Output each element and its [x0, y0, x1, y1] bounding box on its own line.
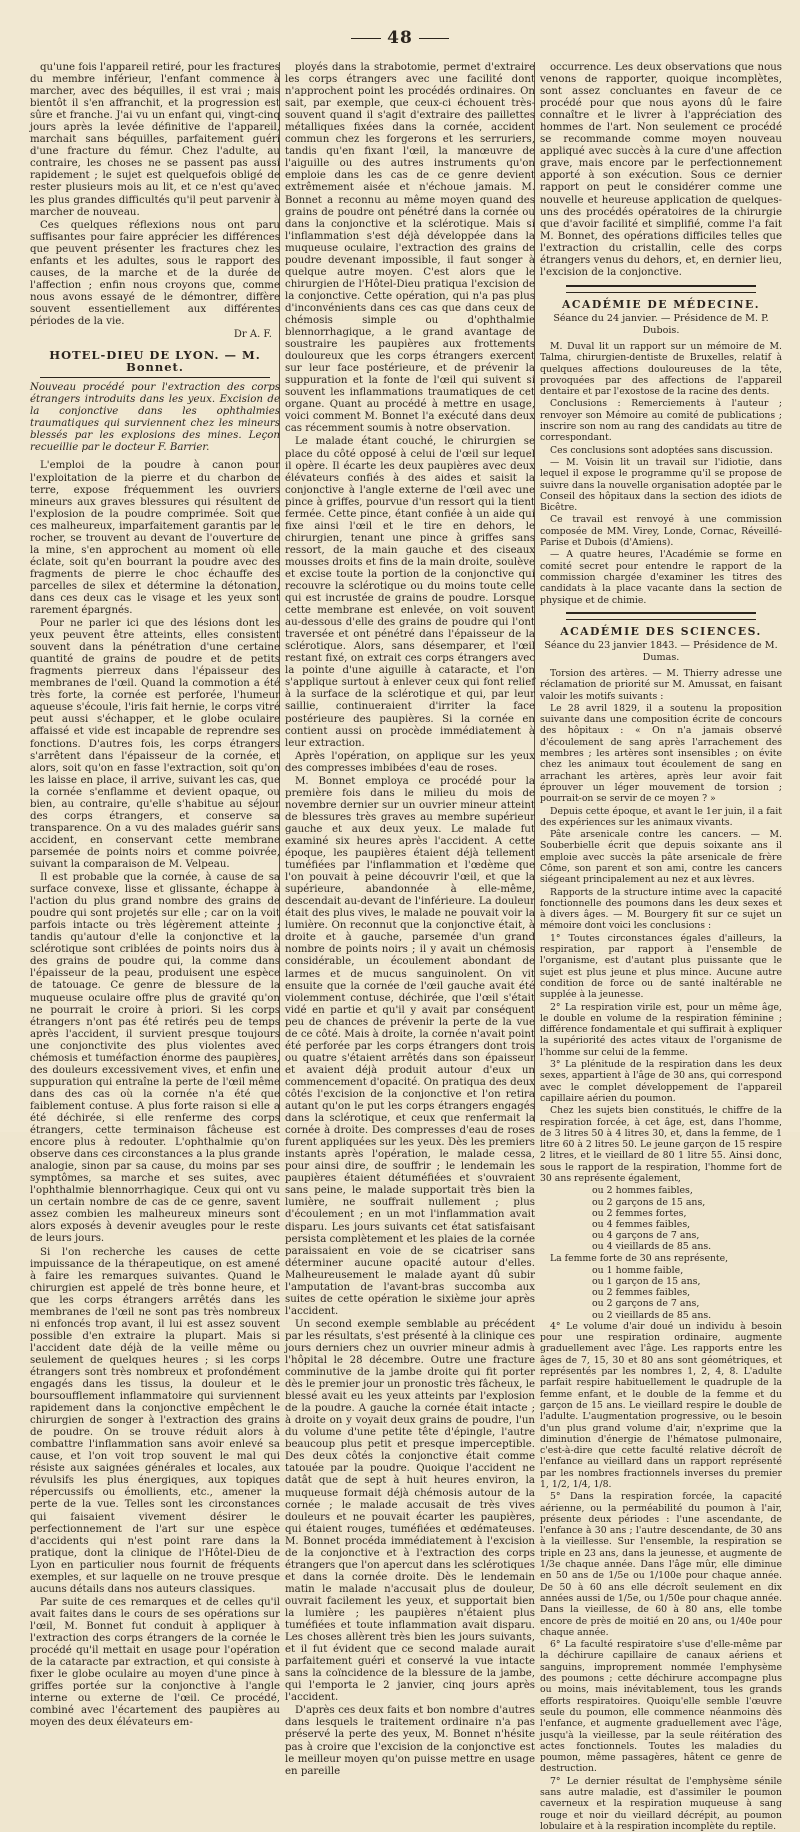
paragraph: — M. Voisin lit un travail sur l'idiotie, dans lequel il expose le programme qu'il se propose de suivre dans la nouvelle organisation adoptée par le Conseil des hôpitaux dans la section des idiots de Bicêtre.	[540, 456, 782, 514]
list-item: ou 2 hommes faibles,	[592, 1185, 693, 1197]
paragraph: 5° Dans la respiration forcée, la capacité aérienne, ou la perméabilité du poumon à l'air, présente deux périodes : l'une ascendante, de l'enfance à 30 ans ; l'autre descendante, de 30 ans à la vieillesse. Sur l'ensemble, la respiration se triple en 23 ans, dans la jeunesse, et augmente de 1/3e chaque année. Dans l'âge mûr, elle diminue en 50 ans de 1/5e ou 1/100e pour chaque année. De 50 à 60 ans elle décroît seulement en dix années aussi de 1/5e, ou 1/50e pour chaque année. Dans la vieillesse, de 60 à 80 ans, elle tombe encore de près de moitié en 20 ans, ou 1/40e pour chaque année.	[540, 1491, 782, 1638]
paragraph: Pour ne parler ici que des lésions dont les yeux peuvent être atteints, elles consistent souvent dans la pénétration d'une certaine quantité de grains de poudre et de petits fragments pierreux dans l'épaisseur des membranes de l'œil. Quand la commotion a été très forte, la cornée est perforée, l'humeur aqueuse s'écoule, l'iris fait hernie, le corps vitré peut aussi s'échapper, et le globe oculaire affaissé et vide est incapable de reprendre ses fonctions. D'autres fois, les corps étrangers s'arrêtent dans l'épaisseur de la cornée, et alors, soit qu'on en fasse l'extraction, soit qu'on les laisse en place, il arrive, suivant les cas, que la cornée s'enflamme et devient opaque, ou bien, au contraire, qu'elle s'habitue au séjour des corps étrangers, et conserve sa transparence. On a vu des malades guérir sans accident, en conservant cette membrane parsemée de points noirs et comme poivrée, suivant la comparaison de M. Velpeau.	[30, 618, 280, 870]
heading-rule	[40, 377, 270, 378]
academy-sciences-heading: ACADÉMIE DES SCIENCES.	[560, 624, 762, 638]
section-heading-text: HOTEL-DIEU DE LYON. — M. Bonnet.	[49, 348, 261, 375]
paragraph: Un second exemple semblable au précédent par les résultats, s'est présenté à la clinique ces jours derniers chez un ouvrier mineur admis à l'hôpital le 28 décembre. Outre une fracture comminutive de la jambe droite qui fit porter dès le premier jour un pronostic très fâcheux, le blessé avait eu les yeux atteints par l'explosion de la poudre. A gauche la cornée était intacte ; à droite on y voyait deux grains de poudre, l'un du volume d'une petite tête d'épingle, l'autre beaucoup plus petit et presque imperceptible. Des deux côtés la conjonctive était comme tatouée par la poudre. Quoique l'accident ne datât que de sept à huit heures environ, la muqueuse formait déjà chémosis autour de la cornée ; le malade accusait de très vives douleurs et ne pouvait écarter les paupières, qui étaient rouges, tuméfiées et œdémateuses. M. Bonnet procéda immédiatement à l'excision de la conjonctive et à l'extraction des corps étrangers que l'on apercut dans les sclérotiques et dans la cornée droite. Dès le lendemain matin le malade n'accusait plus de douleur, ouvrait facilement les yeux, et supportait bien la lumière ; les paupières n'étaient plus tuméfiées et toute inflammation avait disparu. Les choses allèrent très bien les jours suivants, et il fut évident que ce second malade aurait parfaitement guéri et conservé la vue intacte sans la coïncidence de la blessure de la jambe, qui l'emporta le 2 janvier, cinq jours après l'accident.	[285, 1318, 535, 1704]
section-separator	[566, 285, 756, 293]
section-heading	[30, 349, 280, 378]
article-subtitle: Nouveau procédé pour l'extraction des corps étrangers introduits dans les yeux. Excision de la conjonctive dans les ophthalmies traumatiques qui surviennent chez les mineurs blessés par les explosions des mines. Leçon recueillie par le docteur F. Barrier.	[30, 382, 280, 454]
paragraph: — A quatre heures, l'Académie se forme en comité secret pour entendre le rapport de la commission chargée d'examiner les titres des candidats à la place vacante dans la section de physique et de chimie.	[540, 549, 782, 606]
paragraph: Conclusions : Remerciements à l'auteur ; renvoyer son Mémoire au comité de publications ; inscrire son nom au rang des candidats au titre de correspondant.	[540, 398, 782, 444]
paragraph: L'emploi de la poudre à canon pour l'exploitation de la pierre et du charbon de terre, expose fréquemment les ouvriers mineurs aux graves blessures qui résultent de l'explosion de la poudre comprimée. Soit que ces malheureux, imparfaitement garantis par le rocher, se trouvent au devant de l'ouverture de la mine, s'en approchent au moment où elle éclate, soit qu'en bourrant la poudre avec des fragments de pierre le choc échauffe des parcelles de silex et détermine la détonation, dans ces deux cas le visage et les yeux sont rarement épargnés.	[30, 460, 280, 617]
paragraph: ployés dans la strabotomie, permet d'extraire les corps étrangers avec une facilité dont n'approchent point les procédés ordinaires. On sait, par exemple, que ceux-ci échouent très-souvent quand il s'agit d'extraire des paillettes métalliques fixées dans la cornée, accident commun chez les forgerons et les serruriers, tandis qu'en fixant l'œil, la manœuvre de l'aiguille ou des autres instruments qu'on emploie dans les cas de ce genre devient extrêmement aisée et n'échoue jamais. M. Bonnet a reconnu au même moyen quand des grains de poudre ont pénétré dans la cornée ou dans la conjonctive et la sclérotique. Mais si l'inflammation s'est déjà développée dans la muqueuse oculaire, l'extraction des grains de poudre devenant impossible, il faut songer à quelque autre moyen. C'est alors que le chirurgien de l'Hôtel-Dieu pratiqua l'excision de la conjonctive. Cette opération, qui n'a pas plus d'inconvénients dans ces cas que dans ceux de chémosis simple ou d'ophthalmie blennorrhagique, a le grand avantage de soustraire les paupières aux frottements douloureux que les corps étrangers exercent sur leur face postérieure, et de prévenir la suppuration et la fonte de l'œil qui suivent si souvent les inflammations traumatiques de cet organe. Quant au procédé à mettre en usage, voici comment M. Bonnet l'a exécuté dans deux cas récemment soumis à notre observation.	[285, 62, 535, 435]
paragraph: Le 28 avril 1829, il a soutenu la proposition suivante dans une composition écrite de concours des hôpitaux : « On n'a jamais observé d'écoulement de sang après l'arrachement des membres ; les artères sont insensibles ; on évite chez les animaux tout écoulement de sang en arrachant les artères, après leur avoir fait éprouver un léger mouvement de torsion ; pourrait-on se servir de ce moyen ? »	[540, 702, 782, 805]
paragraph: Si l'on recherche les causes de cette impuissance de la thérapeutique, on est amené à faire les remarques suivantes. Quand le chirurgien est appelé de très bonne heure, et que les corps étrangers arrêtés dans les membranes de l'œil ne sont pas très nombreux ni enfoncés trop avant, il lui est assez souvent possible d'en extraire la plupart. Mais si l'accident date déjà de la veille même ou seulement de quelques heures ; si les corps étrangers sont très nombreux et profondément engagés dans les tissus, la douleur et le boursoufflement inflammatoire qui surviennent rapidement dans la conjonctive empêchent le chirurgien de songer à l'extraction des grains de poudre. On se trouve réduit alors à combattre l'inflammation sans avoir enlevé sa cause, et l'on voit trop souvent le mal qui résiste aux saignées générales et locales, aux révulsifs les plus énergiques, aux topiques répercussifs ou émollients, etc., amener la perte de la vue. Telles sont les circonstances qui faisaient vivement désirer le perfectionnement de l'art sur une espèce d'accidents qui n'est point rare dans la pratique, dont la clinique de l'Hôtel-Dieu de Lyon en particulier nous fournit de fréquents exemples, et sur laquelle on ne trouve presque aucuns détails dans nos auteurs classiques.	[30, 1246, 280, 1595]
paragraph: M. Bonnet employa ce procédé pour la première fois dans le milieu du mois de novembre dernier sur un ouvrier mineur atteint de blessures très graves au membre supérieur gauche et aux deux yeux. Le malade fut examiné six heures après l'accident. A cette époque, les paupières étaient déjà tellement tuméfiées par l'inflammation et l'œdème que l'on pouvait à peine découvrir l'œil, et que la supérieure, abandonnée à elle-même, descendait au-devant de l'inférieure. La douleur était des plus vives, le malade ne pouvait voir la lumière. On reconnut que la conjonctive était, à droite et à gauche, parsemée d'un grand nombre de points noirs ; il y avait un chémosis considérable, un écoulement abondant de larmes et de mucus sanguinolent. On vit ensuite que la cornée de l'œil gauche avait été violemment contuse, déchirée, que l'œil s'était vidé en partie et qu'il y avait par conséquent peu de chances de prévenir la perte de la vue de ce côté. Mais à droite, la cornée n'avait point été perforée par les corps étrangers dont trois ou quatre s'étaient arrêtés dans son épaisseur et avaient déjà produit autour d'eux un commencement d'opacité. On pratiqua des deux côtés l'excision de la conjonctive et l'on retira autant qu'on le put les corps étrangers engagés dans la sclérotique, et ceux que renfermait la cornée à droite. Des compresses d'eau de roses furent appliquées sur les yeux. Dès les premiers instants après l'opération, le malade cessa, pour ainsi dire, de souffrir ; le lendemain les paupières étaient détuméfiées et s'ouvraient sans peine, le malade supportait très bien la lumière, ne souffrait nullement ; plus d'écoulement ; en un mot l'inflammation avait disparu. Les jours suivants cet état satisfaisant persista complètement et les plaies de la cornée paraissaient en voie de se cicatriser sans déterminer aucune opacité autour d'elles. Malheureusement le malade ayant dû subir l'amputation de l'avant-bras succomba aux suites de cette opération le sixième jour après l'accident.	[285, 775, 535, 1317]
list-item: ou 2 vieillards de 85 ans.	[592, 1309, 712, 1321]
paragraph: Rapports de la structure intime avec la capacité fonctionnelle des poumons dans les deux sexes et à divers âges. — M. Bourgery fit sur ce sujet un mémoire dont voici les conclusions :	[540, 886, 782, 932]
paragraph: Torsion des artères. — M. Thierry adresse une réclamation de priorité sur M. Amussat, en faisant valoir les motifs suivants :	[540, 667, 782, 702]
paragraph: Pâte arsenicale contre les cancers. — M. Souberbielle écrit que depuis soixante ans il emploie avec succès la pâte arsenicale de frère Côme, son parent et son ami, contre les cancers siégeant principalement au nez et aux lèvres.	[540, 829, 782, 886]
paragraph: La femme forte de 30 ans représente,	[550, 1252, 729, 1264]
list-item: ou 2 garçons de 15 ans,	[592, 1196, 706, 1208]
column-middle	[285, 62, 535, 1777]
paragraph: Il est probable que la cornée, à cause de sa surface convexe, lisse et glissante, échappe à l'action du plus grand nombre des grains de poudre qui sont projetés sur elle ; car on la voit parfois intacte ou très légèrement atteinte ; tandis qu'autour d'elle la conjonctive et la sclérotique sont criblées de points noirs dus à des grains de poudre qui, la comme dans l'épaisseur de la peau, produisent une espèce de tatouage. Ce genre de blessure de la muqueuse oculaire offre plus de gravité qu'on ne pourrait le croire à priori. Si les corps étrangers n'ont pas été retirés peu de temps après l'accident, il survient presque toujours une conjonctivite des plus violentes avec chémosis et tuméfaction énorme des paupières, des douleurs excessivement vives, et enfin une suppuration qui entraîne la perte de l'œil même dans des cas où la cornée n'a été que faiblement contuse. A plus forte raison si elle a été déchirée, si elle renferme des corps étrangers, cette terminaison fâcheuse est encore plus à redouter. L'ophthalmie qu'on observe dans ces circonstances a la plus grande analogie, sinon par sa cause, du moins par ses symptômes, sa marche et ses suites, avec l'ophthalmie blennorrhagique. Ceux qui ont vu un certain nombre de cas de ce genre, savent assez combien les malheureux mineurs sont alors exposés à devenir aveugles pour le reste de leurs jours.	[30, 872, 280, 1245]
paragraph: Ces quelques réflexions nous ont paru suffisantes pour faire apprécier les différences que peuvent présenter les fractures chez les enfants et les adultes, sous le rapport des causes, de la marche et de la durée de l'affection ; enfin nous croyons que, comme nous avons essayé de le démontrer, diffère souvent essentiellement aux différentes périodes de la vie.	[30, 219, 280, 327]
paragraph: occurrence. Les deux observations que nous venons de rapporter, quoique incomplètes, sont assez concluantes en faveur de ce procédé pour que nous ayons dû le faire connaître et le livrer à l'appréciation des hommes de l'art. Non seulement ce procédé se recommande comme moyen nouveau appliqué avec succès à la cure d'une affection grave, mais encore par le perfectionnement apporté à son exécution. Sous ce dernier rapport on peut le considérer comme une nouvelle et heureuse application de quelques-uns des procédés opératoires de la chirurgie que d'avoir facilité et simplifié, comme l'a fait M. Bonnet, des opérations difficiles telles que l'extraction du cristallin, celle des corps étrangers venus du dehors, et, en dernier lieu, l'excision de la conjonctive.	[540, 62, 782, 278]
column-left	[30, 62, 280, 1729]
column-right	[540, 62, 782, 1832]
paragraph: qu'une fois l'appareil retiré, pour les fractures du membre inférieur, l'enfant commence à marcher, avec des béquilles, il est vrai ; mais bientôt il s'en affranchit, et la progression est sûre et franche. J'ai vu un enfant qui, vingt-cinq jours après la levée définitive de l'appareil, marchait sans béquilles, parfaitement guéri d'une fracture du fémur. Chez l'adulte, au contraire, les choses ne se passent pas aussi rapidement ; le sujet est quelquefois obligé de rester plusieurs mois au lit, et ce n'est qu'avec les plus grandes difficultés qu'il peut parvenir à marcher de nouveau.	[30, 62, 280, 218]
list-item: ou 1 homme faible,	[592, 1264, 684, 1276]
list-item: ou 2 femmes fortes,	[592, 1207, 687, 1219]
list-item: ou 2 femmes faibles,	[592, 1287, 691, 1299]
paragraph: Par suite de ces remarques et de celles qu'il avait faites dans le cours de ses opérations sur l'œil, M. Bonnet fut conduit à appliquer à l'extraction des corps étrangers de la cornée le procédé qu'il mettait en usage pour l'opération de la cataracte par extraction, et qui consiste à fixer le globe oculaire au moyen d'une pince à griffes portée sur la conjonctive à l'angle interne ou externe de l'œil. Ce procédé, combiné avec l'écartement des paupières au moyen des deux élévateurs em-	[30, 1596, 280, 1729]
paragraph: D'après ces deux faits et bon nombre d'autres dans lesquels le traitement ordinaire n'a pas préservé la perte des yeux, M. Bonnet n'hésite pas à croire que l'excision de la conjonctive est le meilleur moyen qu'on puisse mettre en usage en pareille	[285, 1705, 535, 1777]
respiration-list-women	[592, 1265, 782, 1321]
list-item: ou 1 garçon de 15 ans,	[592, 1276, 701, 1288]
page-number: 48	[0, 28, 800, 48]
paragraph: Le malade étant couché, le chirurgien se place du côté opposé à celui de l'œil sur lequel il opère. Il écarte les deux paupières avec deux élévateurs confiés à des aides et saisit la conjonctive à l'angle externe de l'œil avec une pince à griffes, pourvue d'un ressort qui la tient fermée. Cette pince, étant confiée à un aide qui fixe ainsi l'œil et le tire en dehors, le chirurgien, tenant une pince à griffes sans ressort, de la main gauche et des ciseaux mousses droits et fins de la main droite, soulève et excise toute la portion de la conjonctive qui recouvre la sclérotique ou du moins toute celle qui est incrustée de grains de poudre. Lorsque cette membrane est enlevée, on voit souvent au-dessous d'elle des grains de poudre qui l'ont traversée et ont pénétré dans l'épaisseur de la sclérotique. Alors, sans désemparer, et l'œil restant fixé, on extrait ces corps étrangers avec la pointe d'une aiguille à cataracte, et l'on s'applique surtout à enlever ceux qui font relief à la surface de la sclérotique et qui, par leur saillie, continueraient d'irriter la face postérieure des paupières. Si la cornée en contient aussi on procède immédiatement à leur extraction.	[285, 436, 535, 749]
seance-line: Séance du 24 janvier. — Présidence de M. P. Dubois.	[553, 312, 769, 336]
author-signature: Dr A. F.	[233, 329, 272, 341]
list-item: ou 2 garçons de 7 ans,	[592, 1298, 700, 1310]
section-separator	[566, 612, 756, 620]
list-item: ou 4 femmes faibles,	[592, 1218, 691, 1230]
academy-medecine-heading: ACADÉMIE DE MÉDECINE.	[561, 297, 761, 311]
paragraph: 6° La faculté respiratoire s'use d'elle-même par la déchirure capillaire de canaux aériens et sanguins, improprement nommée l'emphysème des poumons ; cette déchirure accompagne plus ou moins, mais inévitablement, tous les grands efforts respiratoires. Quoiqu'elle semble l'œuvre seule du poumon, elle commence néanmoins dès l'enfance, et augmente graduellement avec l'âge, jusqu'à la vieillesse, par la seule réitération des actes fonctionnels. Toutes les maladies du poumon, même passagères, hâtent ce genre de destruction.	[540, 1639, 782, 1775]
paragraph: 2° La respiration virile est, pour un même âge, le double en volume de la respiration féminine ; différence fondamentale et qui suffirait à expliquer la supériorité des actes vitaux de l'organisme de l'homme sur celui de la femme.	[540, 1001, 782, 1058]
seance-line: Séance du 23 janvier 1843. — Présidence de M. Dumas.	[544, 639, 778, 663]
paragraph: 3° La plénitude de la respiration dans les deux sexes, appartient à l'âge de 30 ans, qui correspond avec le complet développement de l'appareil capillaire aérien du poumon.	[540, 1059, 782, 1104]
paragraph: Depuis cette époque, et avant le 1er juin, il a fait des expériences sur les animaux vivants.	[540, 805, 782, 828]
respiration-list-men	[592, 1185, 782, 1252]
paragraph: Ces conclusions sont adoptées sans discussion.	[550, 444, 773, 456]
paragraph: Après l'opération, on applique sur les yeux des compresses imbibées d'eau de roses.	[285, 750, 535, 774]
paragraph: 4° Le volume d'air doué un individu à besoin pour une respiration ordinaire, augmente graduellement avec l'âge. Les rapports entre les âges de 7, 15, 30 et 80 ans sont géométriques, et représentés par les nombres 1, 2, 4, 8. L'adulte parfait respire habituellement le quadruple de la femme enfant, et le double de la femme et du garçon de 15 ans. Le vieillard respire le double de l'adulte. L'augmentation progressive, ou le besoin d'un plus grand volume d'air, n'exprime que la diminution d'énergie de l'hématose pulmonaire, c'est-à-dire que cette faculté relative décroît de l'enfance au vieillard dans un rapport représenté par les nombres fractionnels inverses du premier 1, 1/2, 1/4, 1/8.	[540, 1320, 782, 1490]
paragraph: M. Duval lit un rapport sur un mémoire de M. Talma, chirurgien-dentiste de Bruxelles, relatif à quelques affections douloureuses de la tête, provoquées par des affections de l'appareil dentaire et par l'exostose de la racine des dents.	[540, 340, 782, 398]
list-item: ou 4 garçons de 7 ans,	[592, 1230, 700, 1242]
paragraph: Chez les sujets bien constitués, le chiffre de la respiration forcée, à cet âge, est, dans l'homme, de 3 litres 50 à 4 litres 30, et, dans la femme, de 1 litre 60 à 2 litres 50. Le jeune garçon de 15 respire 2 litres, et le vieillard de 80 1 litre 55. Ainsi donc, sous le rapport de la respiration, l'homme fort de 30 ans représente également,	[540, 1105, 782, 1185]
paragraph: 7° Le dernier résultat de l'emphysème sénile sans autre maladie, est d'assimiler le poumon caverneux et la respiration muqueuse à sang rouge et noir du vieillard décrépit, au poumon lobulaire et à la respiration incomplète du reptile.	[540, 1775, 782, 1832]
paragraph: 1° Toutes circonstances égales d'ailleurs, la respiration, par rapport à l'ensemble de l'organisme, est d'autant plus puissante que le sujet est plus jeune et plus mince. Aucune autre condition de force ou de santé inaltérable ne supplée à la jeunesse.	[540, 932, 782, 1001]
list-item: ou 4 vieillards de 85 ans.	[592, 1241, 712, 1253]
paragraph: Ce travail est renvoyé à une commission composée de MM. Virey, Londe, Cornac, Réveillé-Parise et Dubois (d'Amiens).	[540, 514, 782, 549]
